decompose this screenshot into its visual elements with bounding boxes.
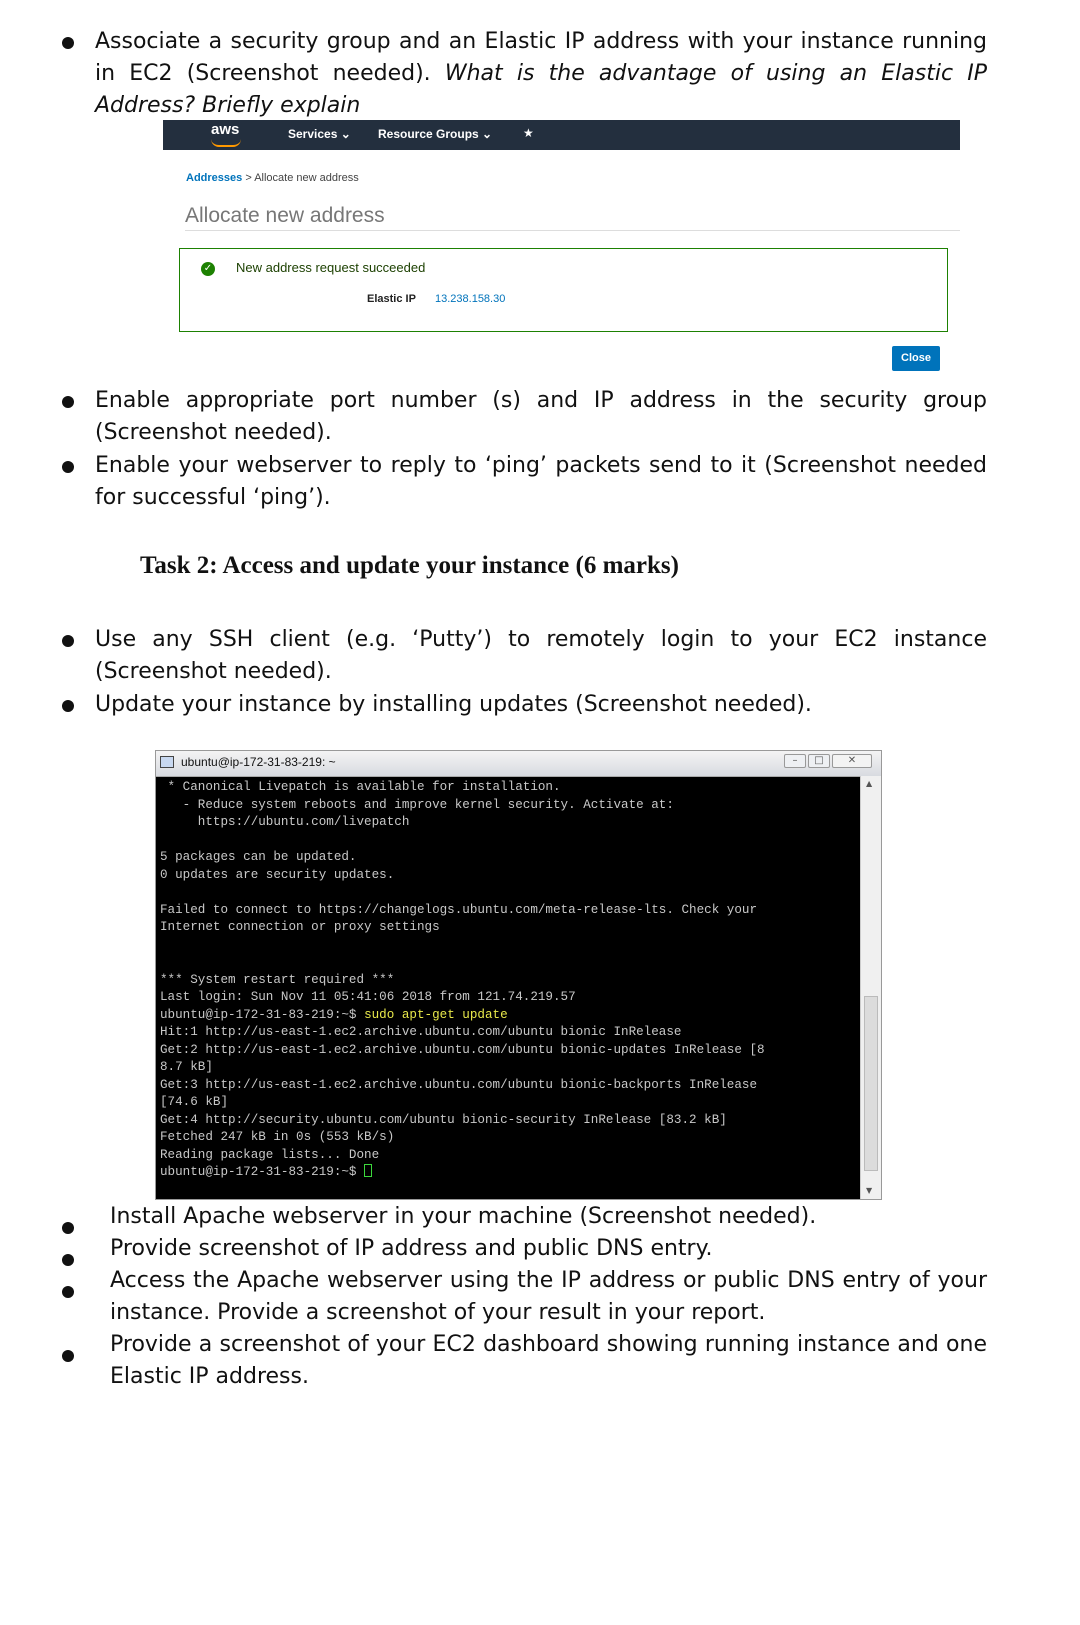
putty-icon: [160, 756, 174, 768]
terminal-line: * Canonical Livepatch is available for installation.: [160, 780, 561, 794]
maximize-icon[interactable]: □: [808, 754, 830, 768]
terminal-line: Failed to connect to https://changelogs.ubuntu.com/meta-release-lts. Check your: [160, 902, 758, 917]
nav-services-label: Services: [288, 127, 338, 141]
bullet-text: Update your instance by installing updates (Screenshot needed).: [95, 692, 812, 717]
success-message: New address request succeeded: [236, 260, 426, 275]
terminal-prompt: ubuntu@ip-172-31-83-219:~$: [160, 1007, 365, 1022]
bullet-dot: [62, 396, 74, 408]
minimize-icon[interactable]: –: [784, 754, 806, 768]
close-button[interactable]: Close: [892, 346, 940, 371]
terminal-line: Last login: Sun Nov 11 05:41:06 2018 from 121.74.219.57: [160, 990, 576, 1004]
bullet-text: Provide screenshot of IP address and public DNS entry.: [110, 1236, 713, 1261]
terminal-line: 8.7 kB]: [160, 1060, 213, 1074]
scrollbar-thumb[interactable]: [864, 996, 878, 1171]
terminal-scrollbar[interactable]: [860, 776, 882, 1200]
bullet-dot: [62, 1286, 74, 1298]
bullet-text-plain: Associate a security group and an Elastic IP address with your instance running in EC2 (Screenshot needed).: [95, 29, 987, 86]
breadcrumb-current: > Allocate new address: [242, 172, 359, 184]
bullet-dot: [62, 461, 74, 473]
bullet-dot: [62, 37, 74, 49]
bullet-text: Provide a screenshot of your EC2 dashboard showing running instance and one Elastic IP address.: [110, 1332, 987, 1389]
check-circle-icon: ✓: [201, 262, 215, 276]
bullet-text: Use any SSH client (e.g. ‘Putty’) to remotely login to your EC2 instance (Screenshot needed).: [95, 627, 987, 684]
breadcrumb-link-addresses[interactable]: Addresses: [186, 172, 243, 184]
chevron-down-icon: ⌄: [482, 127, 493, 141]
terminal-line: - Reduce system reboots and improve kernel security. Activate at:: [160, 797, 674, 812]
success-alert: [179, 248, 948, 332]
terminal-line: [74.6 kB]: [160, 1095, 229, 1109]
bullet-dot: [62, 1254, 74, 1266]
terminal-line: Get:2 http://us-east-1.ec2.archive.ubuntu.com/ubuntu bionic-updates InRelease [8: [160, 1042, 765, 1057]
bullet-text: Install Apache webserver in your machine (Screenshot needed).: [110, 1204, 817, 1229]
terminal-line: 0 updates are security updates.: [160, 867, 395, 882]
terminal-prompt: ubuntu@ip-172-31-83-219:~$: [160, 1165, 365, 1179]
nav-services-menu[interactable]: [288, 127, 351, 141]
bullet-dot: [62, 700, 74, 712]
nav-resource-groups-label: Resource Groups: [378, 127, 479, 141]
terminal-line: 5 packages can be updated.: [160, 850, 357, 864]
bullet-dot: [62, 1222, 74, 1234]
aws-logo: aws: [211, 121, 240, 138]
terminal-cursor: [364, 1164, 372, 1177]
window-title: ubuntu@ip-172-31-83-219: ~: [181, 755, 336, 769]
terminal-line: Get:4 http://security.ubuntu.com/ubuntu bionic-security InRelease [83.2 kB]: [160, 1112, 727, 1127]
putty-terminal-window: [155, 750, 882, 1200]
terminal-line: *** System restart required ***: [160, 972, 395, 987]
terminal-line: Internet connection or proxy settings: [160, 920, 440, 934]
terminal-line: Hit:1 http://us-east-1.ec2.archive.ubuntu.com/ubuntu bionic InRelease: [160, 1025, 682, 1039]
bullet-dot: [62, 635, 74, 647]
pin-icon[interactable]: ★: [523, 126, 534, 140]
bullet-text-italic: What is the advantage of using an Elastic IP Address? Briefly explain: [95, 61, 987, 118]
terminal-line: Fetched 247 kB in 0s (553 kB/s): [160, 1130, 395, 1144]
terminal-command: sudo apt-get update: [364, 1007, 508, 1022]
terminal-line: Reading package lists... Done: [160, 1147, 380, 1162]
title-divider: [185, 230, 960, 231]
bullet-text: [95, 26, 987, 122]
task2-heading: Task 2: Access and update your instance (6 marks): [140, 552, 679, 579]
chevron-down-icon: ⌄: [340, 127, 351, 141]
terminal-line: https://ubuntu.com/livepatch: [160, 815, 410, 829]
bullet-text: Enable your webserver to reply to ‘ping’ packets send to it (Screenshot needed for successful ‘ping’).: [95, 453, 987, 510]
close-icon[interactable]: ✕: [832, 754, 872, 768]
nav-resource-groups-menu[interactable]: [378, 127, 492, 141]
page-title: Allocate new address: [185, 204, 385, 227]
bullet-text: Access the Apache webserver using the IP address or public DNS entry of your instance. Provide a screenshot of your result in your report.: [110, 1268, 987, 1325]
elastic-ip-value: 13.238.158.30: [435, 293, 506, 305]
scroll-down-icon[interactable]: ▼: [866, 1186, 873, 1195]
aws-logo-smile-icon: [211, 139, 241, 147]
bullet-dot: [62, 1350, 74, 1362]
aws-nav-bar: [163, 120, 960, 150]
elastic-ip-label: Elastic IP: [367, 293, 416, 305]
scroll-up-icon[interactable]: ▲: [866, 779, 873, 788]
terminal-output[interactable]: [160, 779, 850, 1182]
terminal-line: Get:3 http://us-east-1.ec2.archive.ubuntu.com/ubuntu bionic-backports InRelease: [160, 1077, 758, 1092]
window-titlebar: [156, 751, 881, 777]
breadcrumb: [186, 172, 359, 184]
bullet-text: Enable appropriate port number (s) and IP address in the security group (Screenshot needed).: [95, 388, 987, 445]
